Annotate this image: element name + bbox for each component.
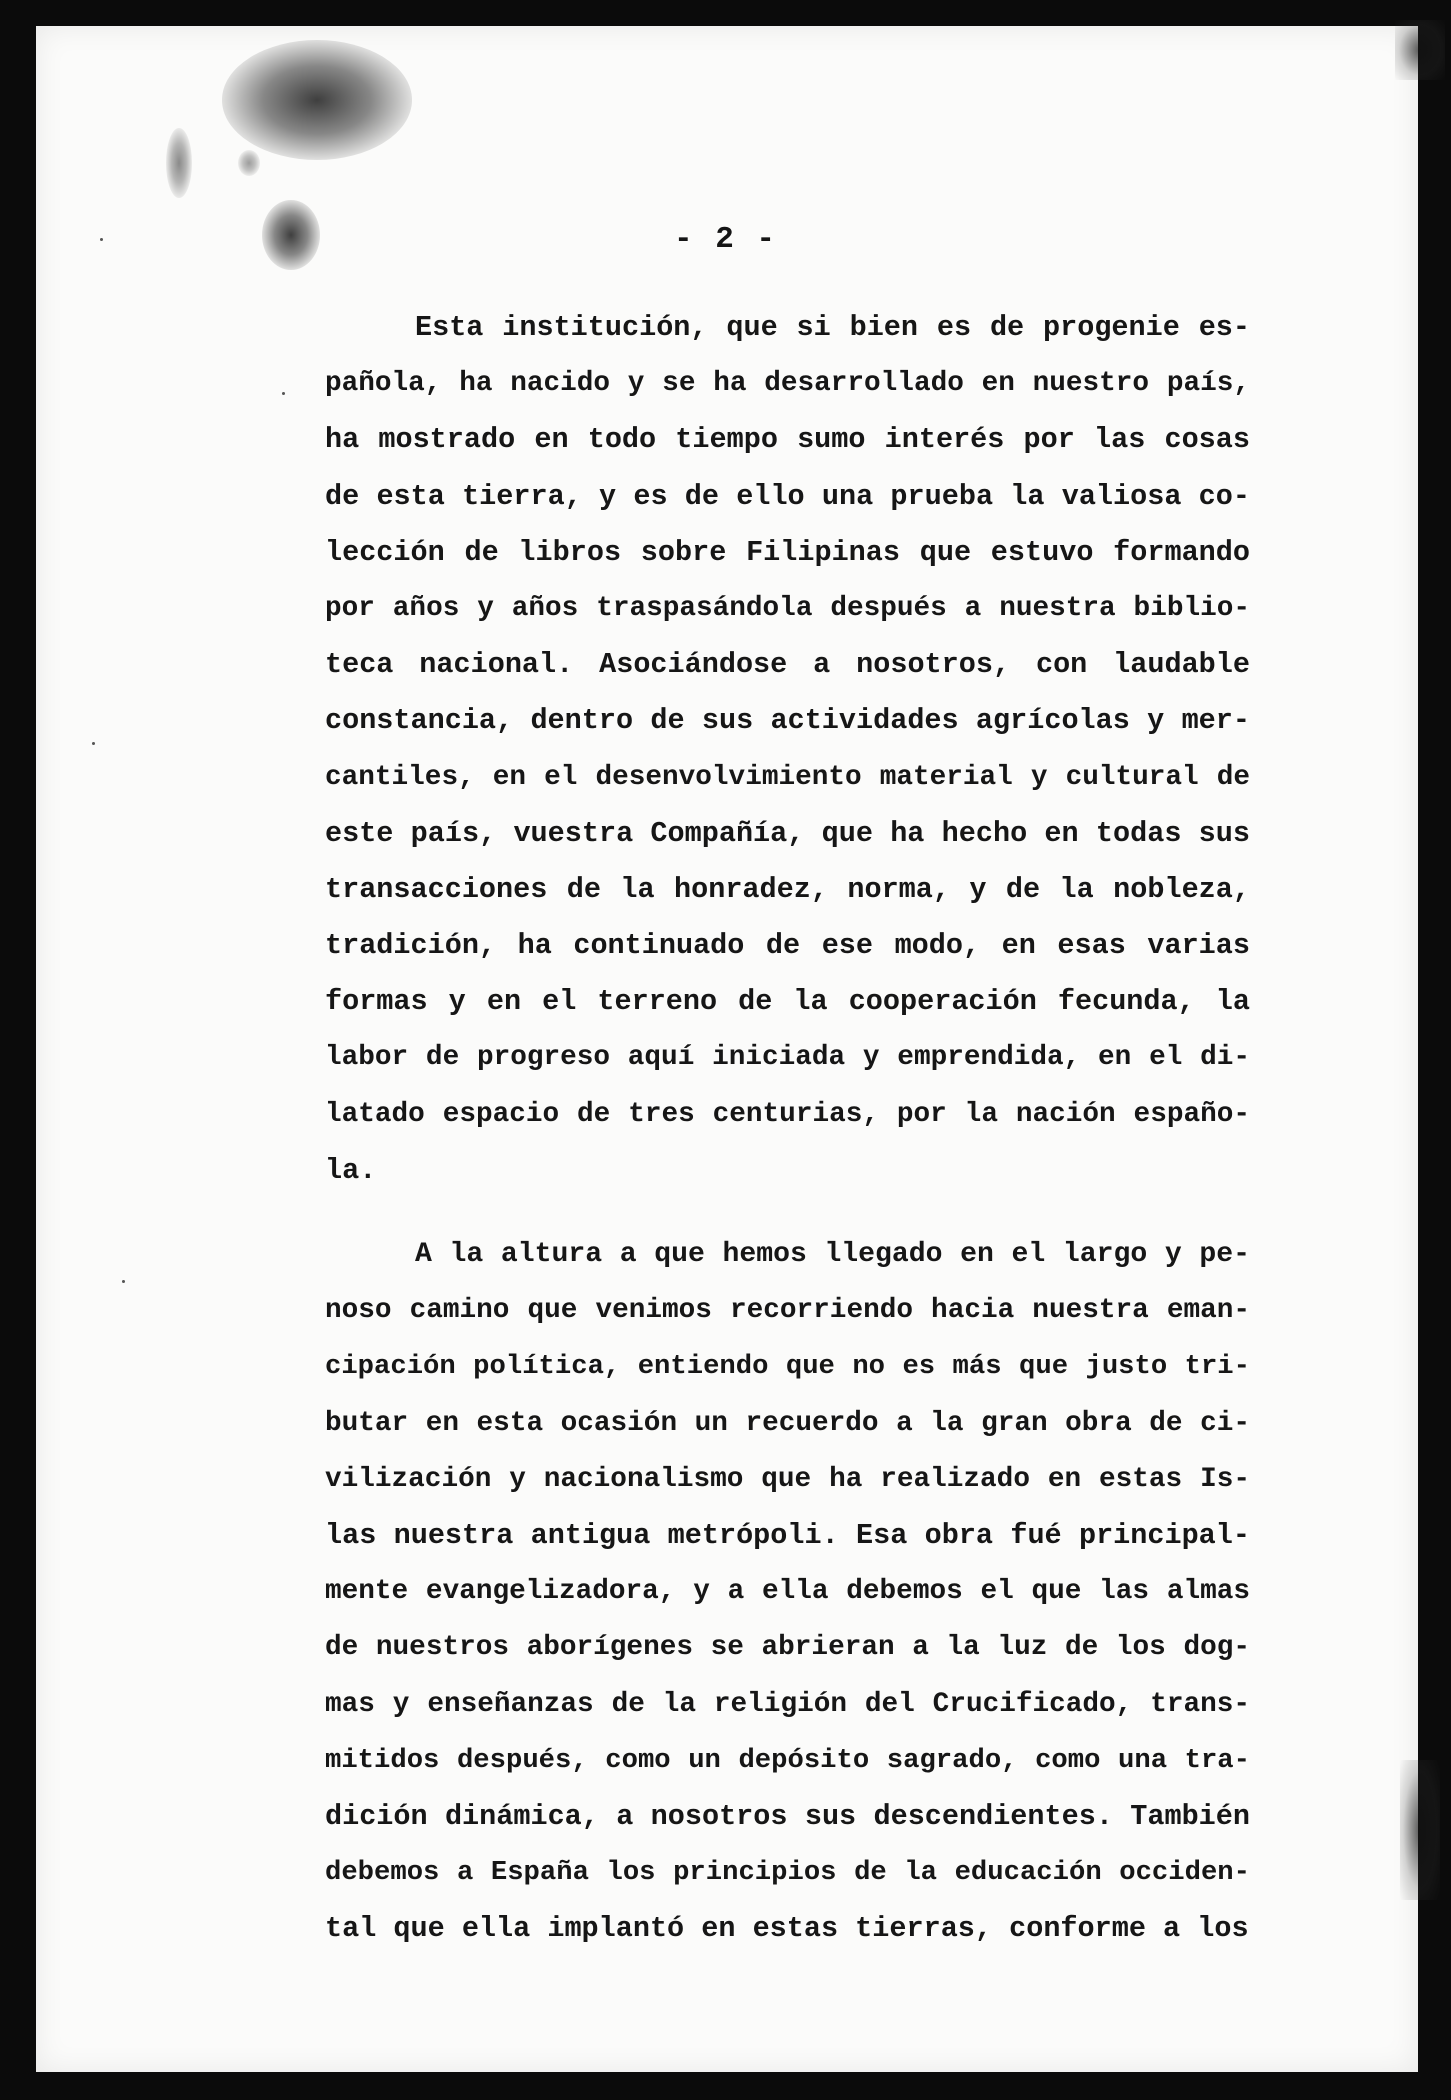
paragraph-1 — [325, 300, 1250, 1199]
text-line: formas y en el terreno de la cooperación fecunda, la — [325, 985, 1250, 1019]
paragraph-2 — [325, 1227, 1250, 1957]
text-line: mente evangelizadora, y a ella debemos el que las almas — [325, 1576, 1250, 1608]
text-line: las nuestra antigua metrópoli. Esa obra fué principal- — [325, 1518, 1250, 1552]
dust-speck — [282, 392, 285, 395]
text-line: transacciones de la honradez, norma, y de la nobleza, — [325, 872, 1250, 906]
text-line: cipación política, entiendo que no es más que justo tri- — [325, 1351, 1250, 1383]
dust-speck — [122, 1280, 125, 1283]
text-line: mitidos después, como un depósito sagrado, como una tra- — [325, 1744, 1250, 1776]
paragraph-gap — [325, 1199, 1250, 1227]
body-text — [325, 300, 1250, 1957]
text-line: constancia, dentro de sus actividades agrícolas y mer- — [325, 704, 1250, 738]
text-line: tradición, ha continuado de ese modo, en esas varias — [325, 929, 1250, 963]
ink-stain-speck — [238, 150, 260, 176]
text-line: de nuestros aborígenes se abrieran a la luz de los dog- — [325, 1632, 1250, 1664]
scan-border-top — [0, 0, 1451, 26]
text-line: por años y años traspasándola después a nuestra biblio- — [325, 592, 1250, 624]
text-line: de esta tierra, y es de ello una prueba la valiosa co- — [325, 479, 1250, 513]
edge-smudge-top-right — [1395, 20, 1445, 80]
ink-stain-large — [222, 40, 412, 160]
text-line: ha mostrado en todo tiempo sumo interés por las cosas — [325, 423, 1250, 457]
text-line: lección de libros sobre Filipinas que estuvo formando — [325, 535, 1250, 569]
text-line: cantiles, en el desenvolvimiento material y cultural de — [325, 761, 1250, 793]
text-line: teca nacional. Asociándose a nosotros, con laudable — [325, 648, 1250, 682]
text-line: este país, vuestra Compañía, que ha hecho en todas sus — [325, 816, 1250, 850]
page-number: - 2 - — [673, 222, 777, 257]
scan-border-bottom — [0, 2072, 1451, 2100]
ink-stain-small — [166, 128, 192, 198]
text-line: noso camino que venimos recorriendo hacia nuestra eman- — [325, 1295, 1250, 1327]
text-line: vilización y nacionalismo que ha realizado en estas Is- — [325, 1463, 1250, 1495]
text-line: tal que ella implantó en estas tierras, conforme a los — [325, 1912, 1249, 1946]
text-line: mas y enseñanzas de la religión del Crucificado, trans- — [325, 1688, 1250, 1720]
scan-border-left — [0, 0, 34, 2100]
text-line: la. — [325, 1153, 377, 1187]
text-line: butar en esta ocasión un recuerdo a la gran obra de ci- — [325, 1407, 1250, 1439]
text-line: dición dinámica, a nosotros sus descendientes. También — [325, 1799, 1250, 1833]
text-line: Esta institución, que si bien es de progenie es- — [415, 311, 1250, 344]
dust-speck — [92, 742, 95, 745]
text-line: A la altura a que hemos llegado en el largo y pe- — [415, 1239, 1250, 1270]
text-line: debemos a España los principios de la educación occiden- — [325, 1857, 1250, 1889]
text-line: latado espacio de tres centurias, por la nación españo- — [325, 1098, 1250, 1130]
text-line: pañola, ha nacido y se ha desarrollado en nuestro país, — [325, 368, 1250, 400]
edge-smudge-right-middle — [1400, 1760, 1440, 1900]
text-line: labor de progreso aquí iniciada y emprendida, en el di- — [325, 1042, 1250, 1074]
